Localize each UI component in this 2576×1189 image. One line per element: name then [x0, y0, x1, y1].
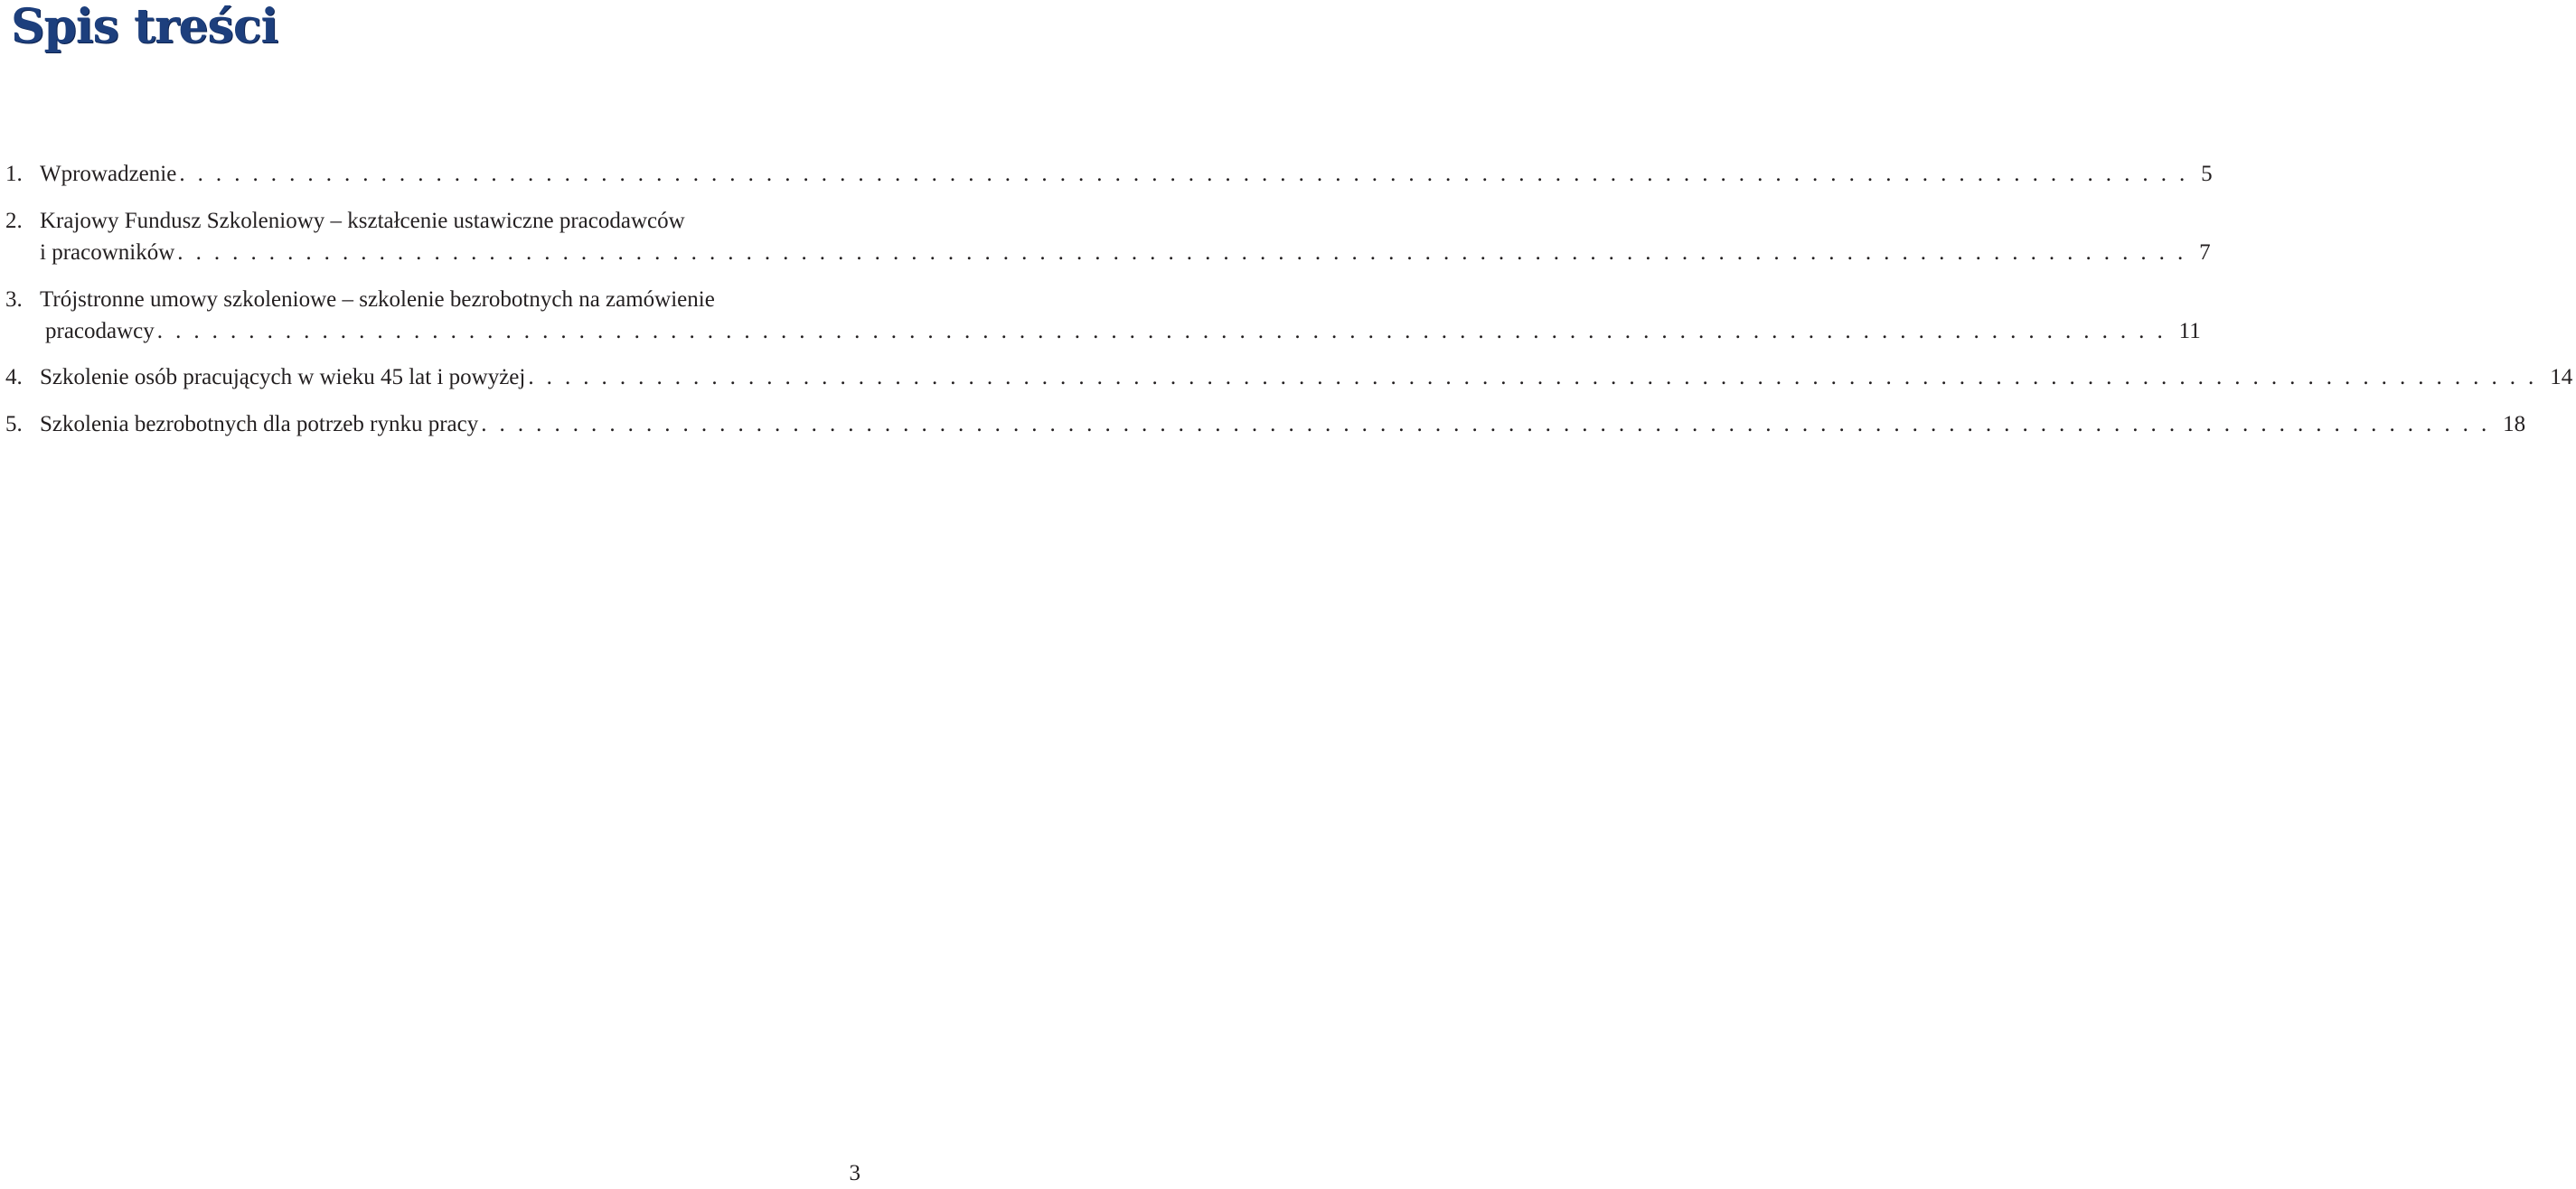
- dot-leader: . . . . . . . . . . . . . . . . . . . . . . . . . . . . . . . . . . . . . . . . . . . . . . . . . . . . . . . . . . . . . . . . . . . . . . . . . . . . . . . . . . . . . . . . . . . . . . . . . . . . . . . . . . . . . .: [528, 365, 2538, 389]
- toc-entry-number: 3.: [5, 287, 23, 312]
- dot-leader: . . . . . . . . . . . . . . . . . . . . . . . . . . . . . . . . . . . . . . . . . . . . . . . . . . . . . . . . . . . . . . . . . . . . . . . . . . . . . . . . . . . . . . . . . . . . . . . . . . . . . . . . . . . . . .: [156, 319, 2167, 343]
- toc-entry-2-continuation[interactable]: [5, 239, 2211, 267]
- toc-entry-row: [40, 364, 2573, 391]
- toc-entry-page: 18: [2503, 412, 2526, 436]
- toc-entry-page: 5: [2201, 162, 2213, 186]
- toc-entry-row: [40, 239, 2211, 267]
- dot-leader: . . . . . . . . . . . . . . . . . . . . . . . . . . . . . . . . . . . . . . . . . . . . . . . . . . . . . . . . . . . . . . . . . . . . . . . . . . . . . . . . . . . . . . . . . . . . . . . . . . . . . . . . . . . . . .: [179, 162, 2189, 186]
- toc-entry-row: [40, 161, 2213, 188]
- toc-entry-row: [45, 318, 2201, 345]
- toc-entry-page: 7: [2199, 240, 2211, 265]
- toc-entry-3[interactable]: [5, 286, 868, 314]
- dot-leader: . . . . . . . . . . . . . . . . . . . . . . . . . . . . . . . . . . . . . . . . . . . . . . . . . . . . . . . . . . . . . . . . . . . . . . . . . . . . . . . . . . . . . . . . . . . . . . . . . . . . . . . . . . . . . .: [177, 240, 2187, 265]
- toc-entry-1[interactable]: [5, 161, 2213, 188]
- toc-entry-number: 5.: [5, 412, 23, 436]
- toc-entry-page: 14: [2550, 365, 2573, 389]
- toc-entry-title: Wprowadzenie: [40, 162, 177, 186]
- toc-entry-page: 11: [2178, 319, 2201, 343]
- toc-entry-title: Trójstronne umowy szkoleniowe – szkolenie bezrobotnych na zamówienie: [40, 287, 715, 312]
- toc-entry-title: Szkolenia bezrobotnych dla potrzeb rynku pracy: [40, 412, 479, 436]
- toc-entry-3-continuation[interactable]: [5, 318, 2201, 345]
- toc-entry-title-continued: pracodawcy: [45, 319, 155, 343]
- page-number: 3: [849, 1161, 860, 1185]
- toc-entry-5[interactable]: [5, 411, 2526, 438]
- toc-entry-4[interactable]: [5, 364, 2573, 391]
- toc-entry-title: Szkolenie osób pracujących w wieku 45 lat i powyżej: [40, 365, 526, 389]
- toc-entry-row: [40, 411, 2526, 438]
- toc-entry-2[interactable]: [5, 208, 868, 235]
- page-title: Spis treści: [11, 0, 278, 54]
- dot-leader: . . . . . . . . . . . . . . . . . . . . . . . . . . . . . . . . . . . . . . . . . . . . . . . . . . . . . . . . . . . . . . . . . . . . . . . . . . . . . . . . . . . . . . . . . . . . . . . . . . . . . . . . . . . . . .: [481, 412, 2491, 436]
- toc-entry-number: 4.: [5, 365, 23, 389]
- toc-entry-title: Krajowy Fundusz Szkoleniowy – kształcenie ustawiczne pracodawców: [40, 209, 685, 233]
- toc-entry-number: 2.: [5, 209, 23, 233]
- toc-entry-number: 1.: [5, 162, 23, 186]
- toc-entry-title-continued: i pracowników: [40, 240, 175, 265]
